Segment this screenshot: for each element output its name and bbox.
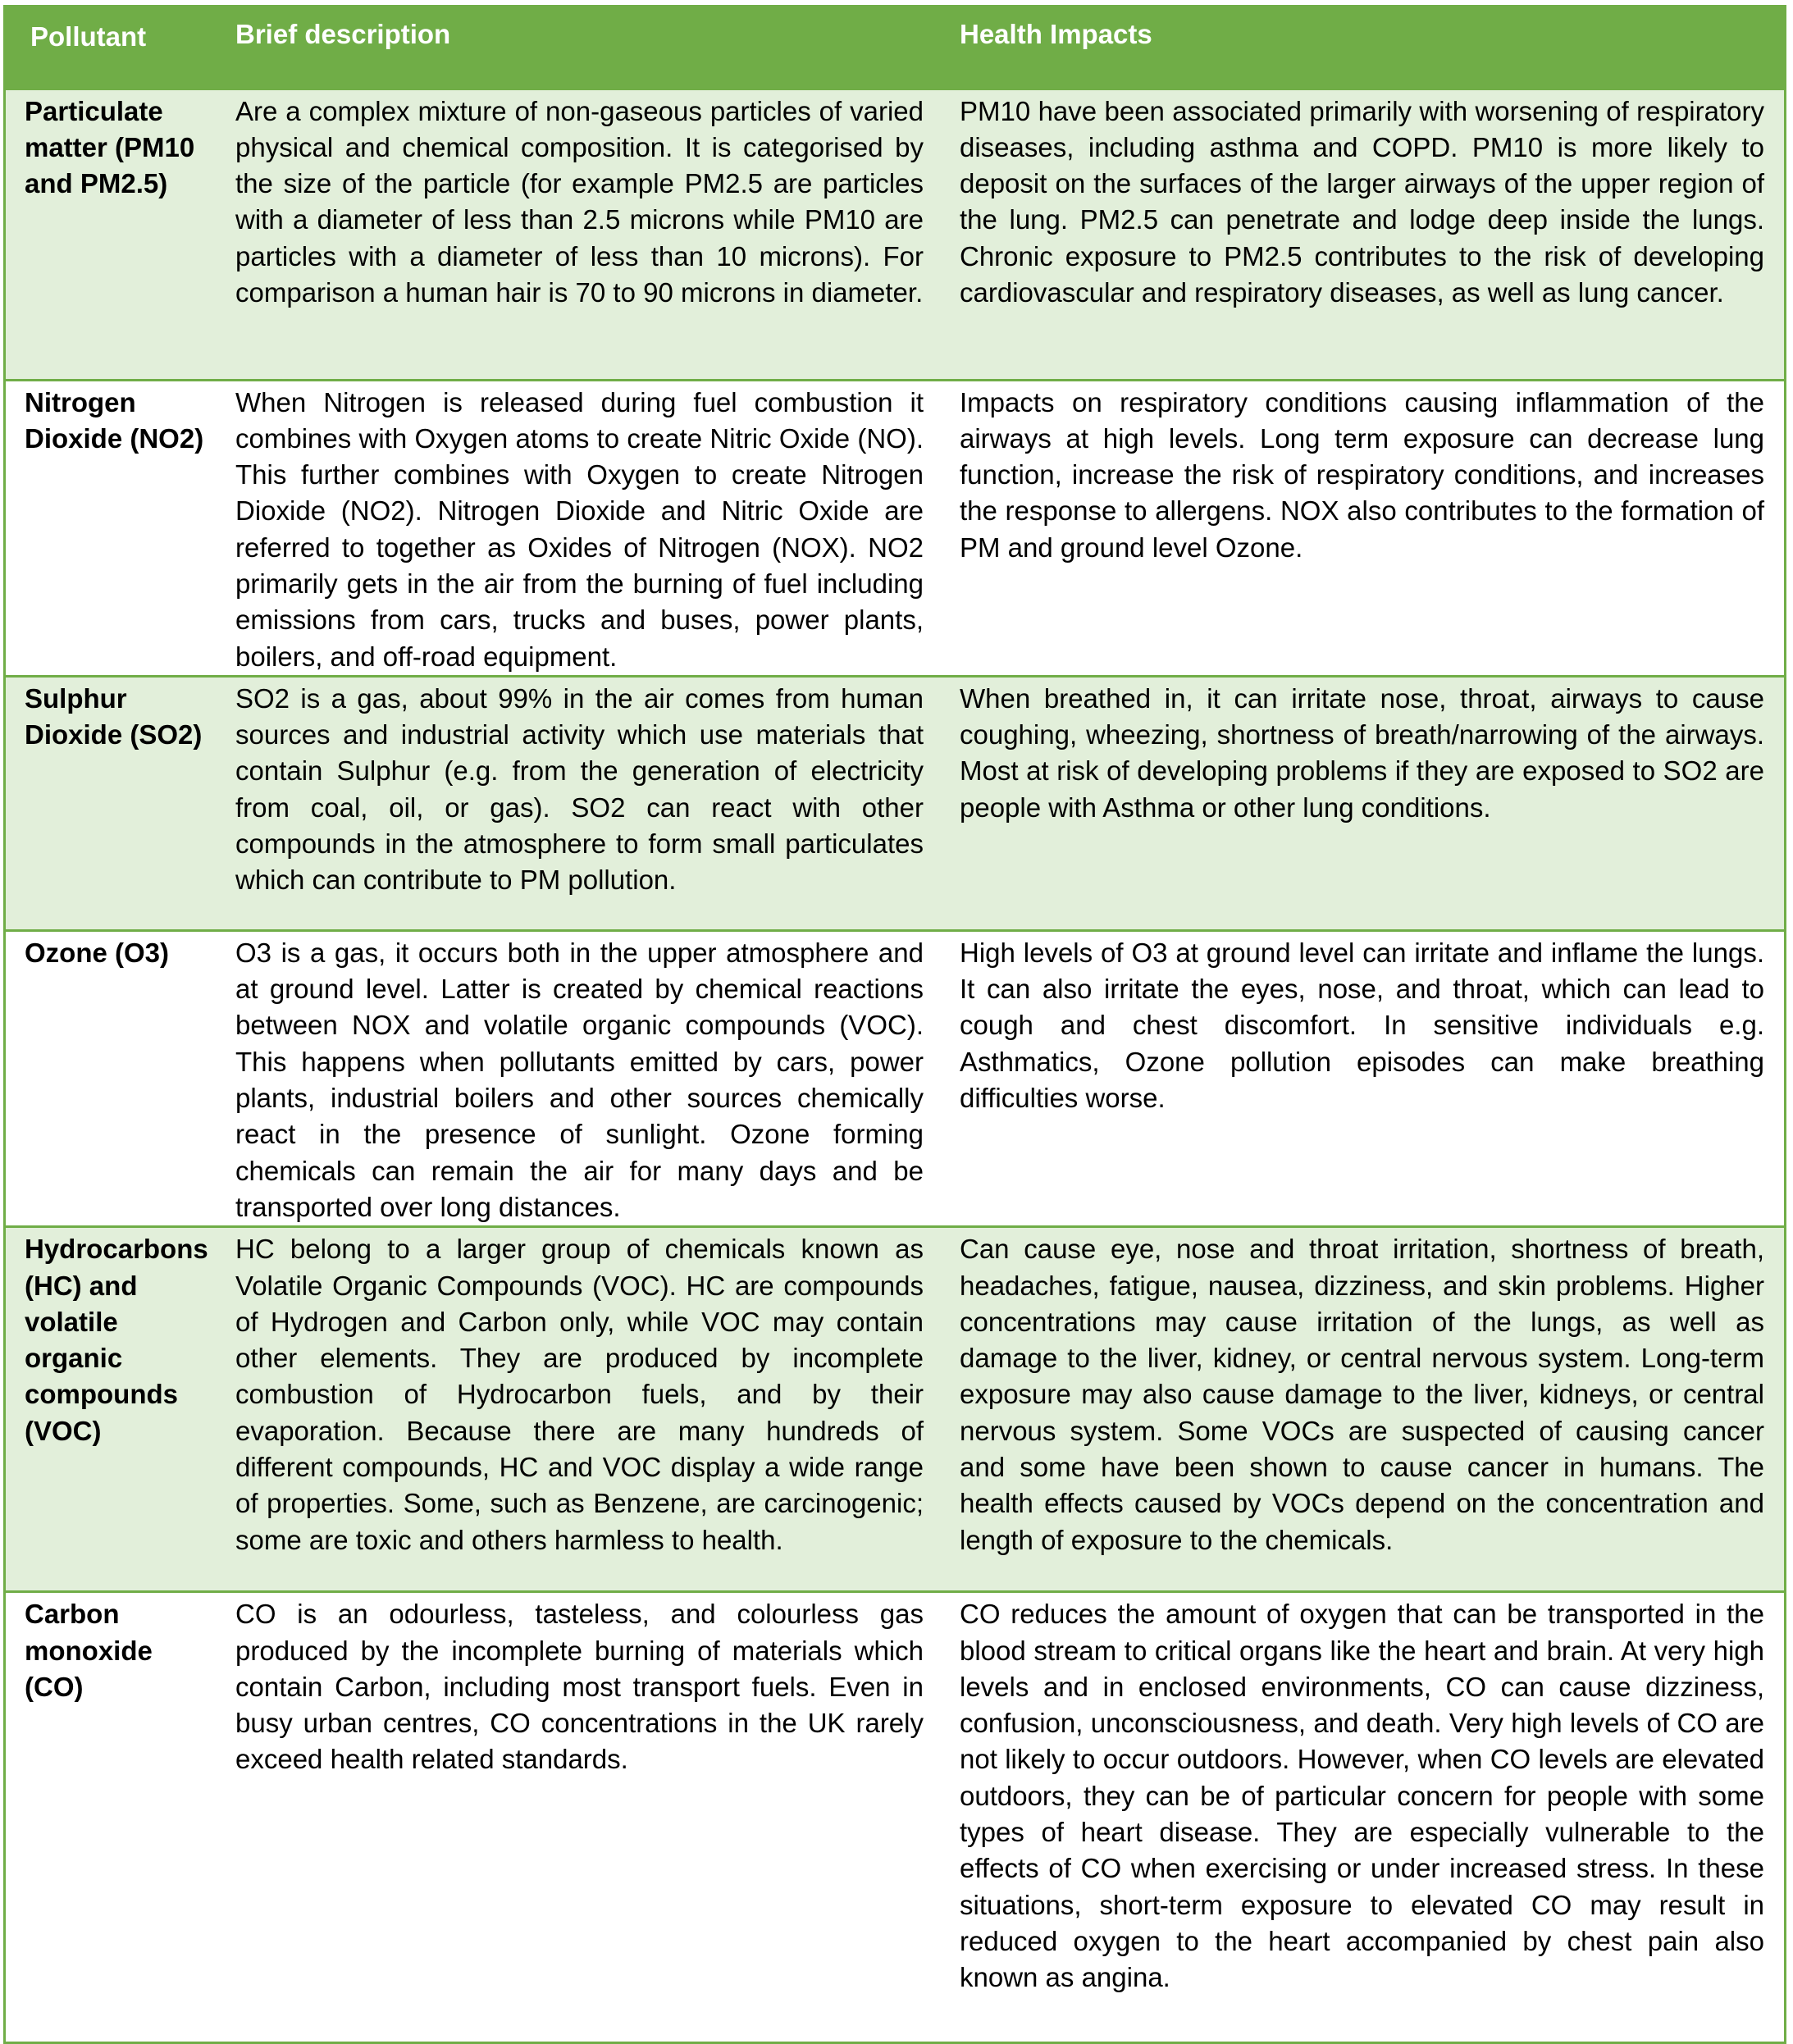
pollutant-health-impacts: CO reduces the amount of oxygen that can be transported in the blood stream to critical organs like the heart and brain. At very high levels and in enclosed environments, CO can cause dizziness, confusion, unconsciousness, and death. Very high levels of CO are not likely to occur outdoors. However, when CO levels are elevated outdoors, they can be of particular concern for people with some types of heart disease. They are especially vulnerable to the effects of CO when exercising or under increased stress. In these situations, short-term exposure to elevated CO may result in reduced oxygen to the heart accompanied by chest pain also known as angina. — [960, 1599, 1764, 1993]
pollutant-name: Hydrocarbons (HC) and volatile organic compounds (VOC) — [25, 1234, 208, 1446]
table-body — [6, 89, 1784, 2042]
pollutant-name: Ozone (O3) — [25, 937, 170, 968]
table-row — [6, 1227, 1784, 1592]
table-row — [6, 380, 1784, 676]
pollutant-name: Nitrogen Dioxide (NO2) — [25, 386, 204, 454]
pollutant-name: Particulate matter (PM10 and PM2.5) — [25, 95, 195, 199]
header-row — [6, 7, 1784, 89]
pollutant-table — [6, 7, 1784, 2042]
table-row — [6, 89, 1784, 380]
pollutant-health-impacts: Impacts on respiratory conditions causing inflammation of the airways at high levels. Long term exposure can decrease lung function, increase the risk of respiratory conditions, and increases the response to allergens. NOX also contributes to the formation of PM and ground level Ozone. — [960, 386, 1764, 563]
pollutant-health-impacts: Can cause eye, nose and throat irritation, shortness of breath, headaches, fatigue, nausea, dizziness, and skin problems. Higher concentrations may cause irritation of the lungs, as well as damage to the liver, kidney, or central nervous system. Long-term exposure may also cause damage to the liver, kidneys, or central nervous system. Some VOCs are suspected of causing cancer and some have been shown to cause cancer in humans. The health effects caused by VOCs depend on the concentration and length of exposure to the chemicals. — [960, 1234, 1764, 1555]
table-header — [6, 7, 1784, 89]
pollutant-description: When Nitrogen is released during fuel combustion it combines with Oxygen atoms to create Nitric Oxide (NO). This further combines with Oxygen to create Nitrogen Dioxide (NO2). Nitrogen Dioxide and Nitric Oxide are referred to together as Oxides of Nitrogen (NOX). NO2 primarily gets in the air from the burning of fuel including emissions from cars, trucks and buses, power plants, boilers, and off-road equipment. — [235, 386, 924, 672]
pollutant-description: HC belong to a larger group of chemicals known as Volatile Organic Compounds (VOC). HC are compounds of Hydrogen and Carbon only, while VOC may contain other elements. They are produced by incomplete combustion of Hydrocarbon fuels, and by their evaporation. Because there are many hundreds of different compounds, HC and VOC display a wide range of properties. Some, such as Benzene, are carcinogenic; some are toxic and others harmless to health. — [235, 1234, 924, 1555]
pollutant-name: Carbon monoxide (CO) — [25, 1599, 153, 1702]
pollutant-description: CO is an odourless, tasteless, and colourless gas produced by the incomplete burning of materials which contain Carbon, including most transport fuels. Even in busy urban centres, CO concentrations in the UK rarely exceed health related standards. — [235, 1599, 924, 1775]
header-pollutant: Pollutant — [30, 21, 147, 52]
table-row — [6, 676, 1784, 930]
header-health-impacts: Health Impacts — [960, 19, 1152, 49]
pollutant-name: Sulphur Dioxide (SO2) — [25, 682, 203, 751]
pollutant-health-impacts: High levels of O3 at ground level can irritate and inflame the lungs. It can also irritate the eyes, nose, and throat, which can lead to cough and chest discomfort. In sensitive individuals e.g. Asthmatics, Ozone pollution episodes can make breathing difficulties worse. — [960, 937, 1764, 1114]
pollutant-table-frame — [3, 5, 1786, 2044]
pollutant-health-impacts: When breathed in, it can irritate nose, throat, airways to cause coughing, wheezing, shortness of breath/narrowing of the airways. Most at risk of developing problems if they are exposed to SO2 are people with Asthma or other lung conditions. — [960, 682, 1764, 823]
table-row — [6, 1592, 1784, 2042]
pollutant-health-impacts: PM10 have been associated primarily with worsening of respiratory diseases, including asthma and COPD. PM10 is more likely to deposit on the surfaces of the larger airways of the upper region of the lung. PM2.5 can penetrate and lodge deep inside the lungs. Chronic exposure to PM2.5 contributes to the risk of developing cardiovascular and respiratory diseases, as well as lung cancer. — [960, 95, 1764, 308]
header-description: Brief description — [235, 19, 451, 49]
pollutant-description: Are a complex mixture of non-gaseous particles of varied physical and chemical composition. It is categorised by the size of the particle (for example PM2.5 are particles with a diameter of less than 2.5 microns while PM10 are particles with a diameter of less than 10 microns). For comparison a human hair is 70 to 90 microns in diameter. — [235, 95, 924, 308]
table-row — [6, 930, 1784, 1226]
pollutant-description: O3 is a gas, it occurs both in the upper atmosphere and at ground level. Latter is created by chemical reactions between NOX and volatile organic compounds (VOC). This happens when pollutants emitted by cars, power plants, industrial boilers and other sources chemically react in the presence of sunlight. Ozone forming chemicals can remain the air for many days and be transported over long distances. — [235, 937, 924, 1222]
pollutant-description: SO2 is a gas, about 99% in the air comes from human sources and industrial activity which use materials that contain Sulphur (e.g. from the generation of electricity from coal, oil, or gas). SO2 can react with other compounds in the atmosphere to form small particulates which can contribute to PM pollution. — [235, 682, 924, 896]
